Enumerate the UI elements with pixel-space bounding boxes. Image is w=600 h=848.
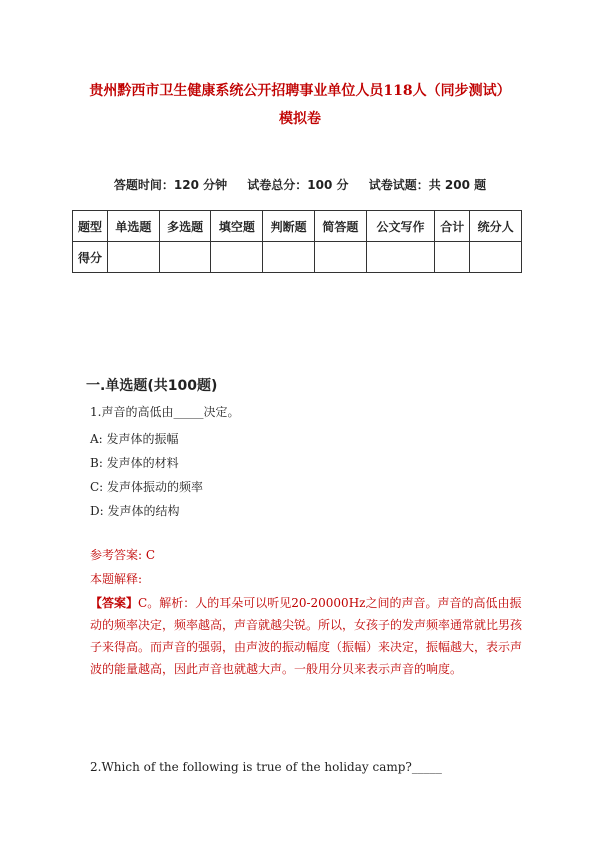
score-table (72, 210, 522, 273)
score-table-header-cell: 单选题 (107, 211, 159, 242)
score-table-header-cell: 简答题 (314, 211, 366, 242)
score-cell (211, 242, 263, 273)
score-table-header-cell: 多选题 (159, 211, 211, 242)
score-table-header-cell: 题型 (73, 211, 108, 242)
score-cell (263, 242, 315, 273)
score-cell (159, 242, 211, 273)
document-title: 贵州黔西市卫生健康系统公开招聘事业单位人员118人（同步测试） (89, 83, 511, 99)
question-2-stem: 2.Which of the following is true of the holiday camp?_____ (90, 760, 442, 774)
exam-total-score: 试卷总分：100 分 (247, 178, 349, 192)
exam-question-count: 试卷试题：共 200 题 (368, 178, 487, 192)
score-cell (435, 242, 470, 273)
explanation-text: C。解析：人的耳朵可以听见20-20000Hz之间的声音。声音的高低由振动的频率决定，频率越高，声音就越尖锐。所以，女孩子的发声频率通常就比男孩子来得高。而声音的强弱，由声波的振动幅度（振幅）来决定，振幅越大，表示声波的能量越高，因此声音也就越大声。一般用分贝来表示声音的响度。 (90, 596, 523, 676)
score-table-header-cell: 判断题 (263, 211, 315, 242)
answer-tag: 【答案】 (90, 596, 139, 610)
question-1-stem: 1.声音的高低由_____决定。 (90, 405, 240, 419)
exam-info (0, 176, 600, 193)
score-table-header-row (73, 211, 522, 242)
question-1-explanation (90, 592, 530, 680)
question-1-option-c: C: 发声体振动的频率 (90, 480, 204, 494)
score-cell (314, 242, 366, 273)
question-1-option-b: B: 发声体的材料 (90, 456, 179, 470)
document-subtitle: 模拟卷 (279, 111, 321, 127)
score-table-header-cell: 公文写作 (366, 211, 435, 242)
score-cell (107, 242, 159, 273)
question-1-answer: 参考答案: C (90, 548, 156, 562)
question-1-option-d: D: 发声体的结构 (90, 504, 180, 518)
score-table-header-cell: 统分人 (470, 211, 522, 242)
score-table-header-cell: 填空题 (211, 211, 263, 242)
question-1-explanation-label: 本题解释: (90, 572, 143, 586)
section-heading: 一.单选题(共100题) (86, 378, 218, 394)
question-1-option-a: A: 发声体的振幅 (90, 432, 179, 446)
exam-time: 答题时间：120 分钟 (113, 178, 228, 192)
score-row-label: 得分 (73, 242, 108, 273)
score-table-score-row (73, 242, 522, 273)
score-cell (470, 242, 522, 273)
score-table-header-cell: 合计 (435, 211, 470, 242)
score-cell (366, 242, 435, 273)
